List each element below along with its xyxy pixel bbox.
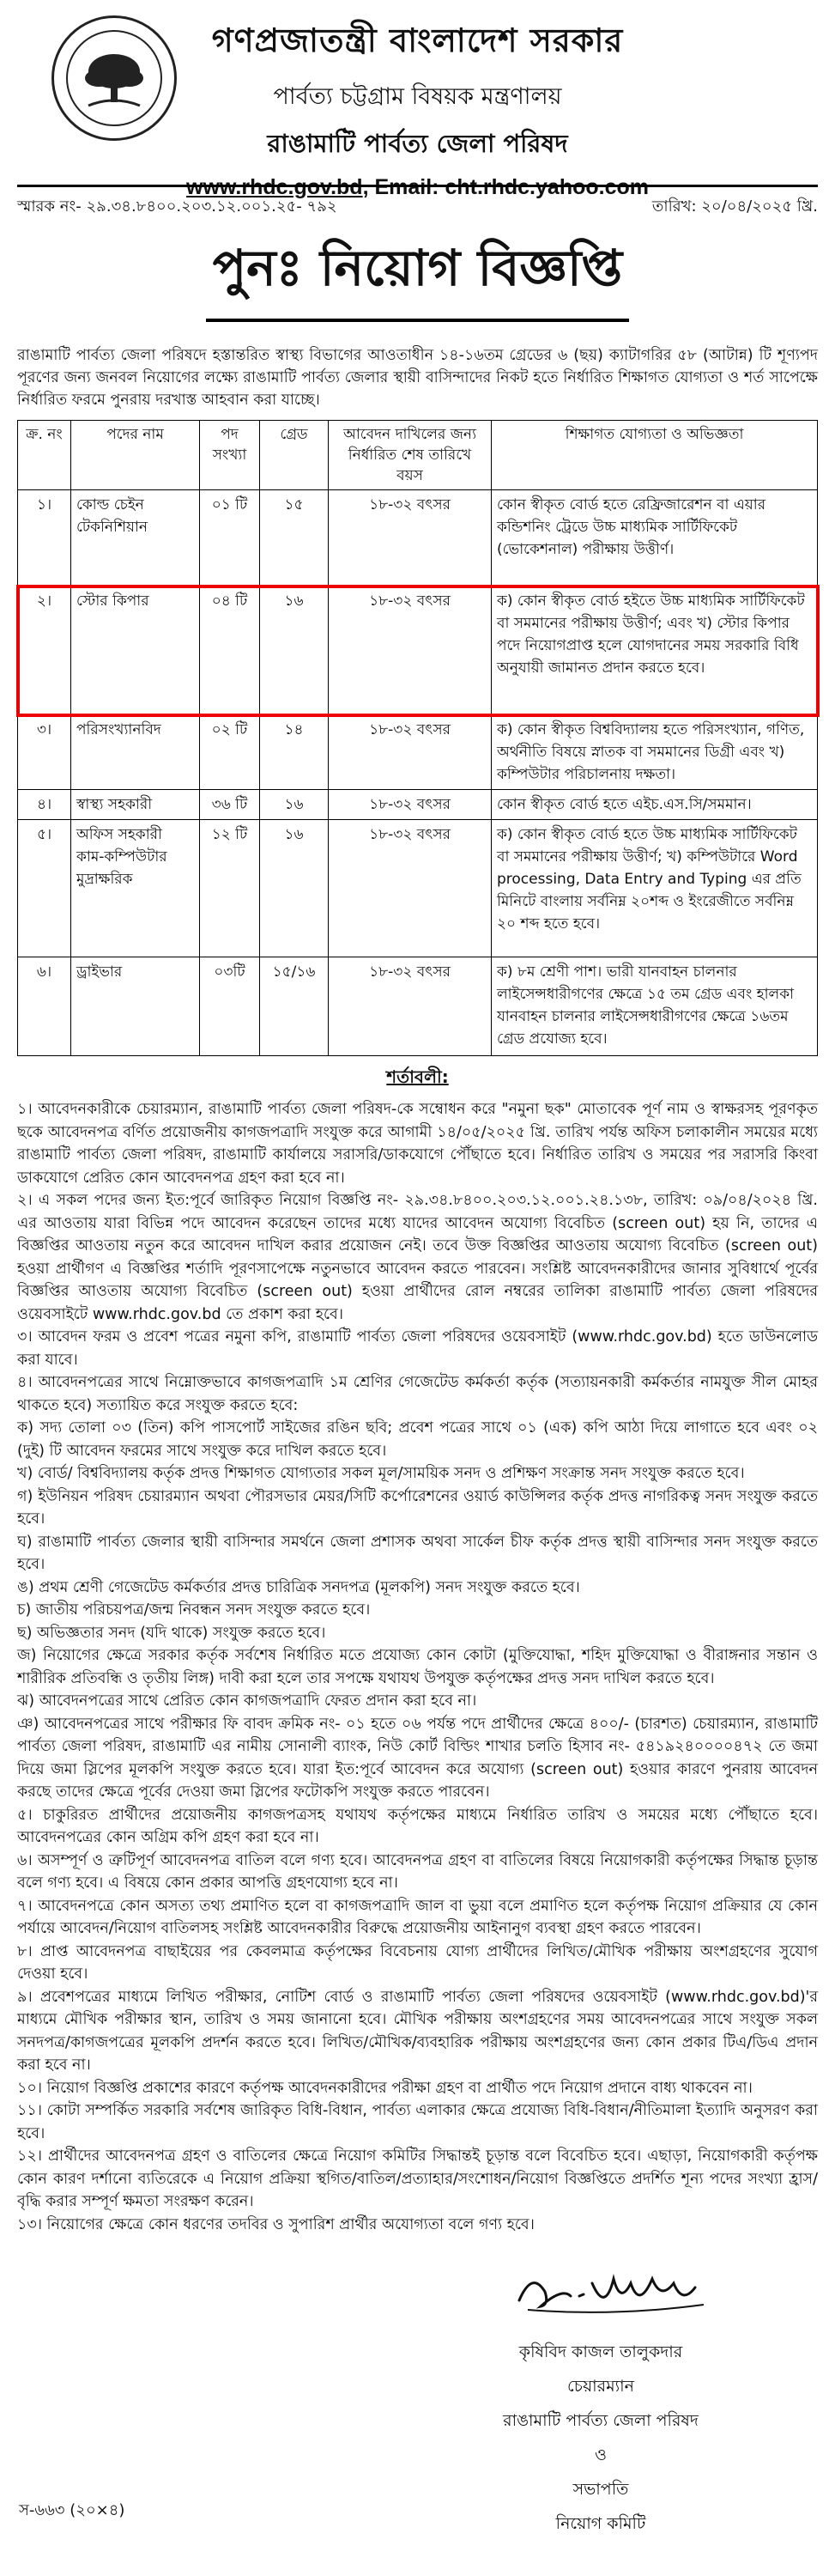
- term-item: চ) জাতীয় পরিচয়পত্র/জন্ম নিবন্ধন সনদ সংযুক্ত করতে হবে।: [17, 1601, 371, 1619]
- term-item: ১। আবেদনকারীকে চেয়ারম্যান, রাঙামাটি পার্বত্য জেলা পরিষদ-কে সম্বোধন করে "নমুনা ছক" মোতাবেক পূর্ণ নাম ও স্বাক্ষরসহ পূরণকৃত ছকে আবেদনপত্র বর্ণিত প্রয়োজনীয় কাগজপত্রাদি সংযুক্ত করে আগামী ১৪/০৫/২০২৫ খ্রি. তারিখ পর্যন্ত অফিস চলাকালীন সময়ের মধ্যে রাঙামাটি পার্বত্য জেলা পরিষদ, রাঙামাটি কার্যালয়ে সরাসরি/ডাকযোগে পৌঁছাতে হবে। নির্ধারিত তারিখ ও সময়ের পর সরাসরি কিংবা ডাকযোগে প্রেরিত কোন আবেদনপত্র গ্রহণ করা হবে না।: [17, 1101, 818, 1187]
- term-item: ৮। প্রাপ্ত আবেদনপত্র বাছাইয়ের পর কেবলমাত্র কর্তৃপক্ষের বিবেচনায় যোগ্য প্রার্থীদের লিখিত/মৌখিক পরীক্ষায় অংশগ্রহণের সুযোগ দেওয়া হবে।: [17, 1942, 818, 1983]
- term-item: ৭। আবেদনপত্রে কোন অসত্য তথ্য প্রমাণিত হলে বা কাগজপত্রাদি জাল বা ভুয়া বলে প্রমাণিত হলে কর্তৃপক্ষ নিয়োগ প্রক্রিয়ার যে কোন পর্যায়ে আবেদন/নিয়োগ বাতিলসহ সংশ্লিষ্ট আবেদনকারীর বিরুদ্ধে প্রয়োজনীয় আইনানুগ ব্যবস্থা গ্রহণ করতে পারবেন।: [17, 1897, 818, 1937]
- table-row: [18, 957, 818, 1056]
- cell-post: স্টোর কিপার: [71, 586, 200, 715]
- header-sl: ক্র. নং: [18, 421, 71, 490]
- signatory-committee: নিয়োগ কমিটি: [555, 2514, 646, 2533]
- cell-count: ০৩টি: [200, 957, 260, 1056]
- cell-grade: ১৫/১৬: [260, 957, 329, 1056]
- term-item: ১২। প্রার্থীদের আবেদনপত্র গ্রহণ ও বাতিলের ক্ষেত্রে নিয়োগ কমিটির সিদ্ধান্তই চূড়ান্ত বলে বিবেচিত হবে। এছাড়া, নিয়োগকারী কর্তৃপক্ষ কোন কারণ দর্শানো ব্যতিরেকে এ নিয়োগ প্রক্রিয়া স্থগিত/বাতিল/প্রত্যাহার/সংশোধন/নিয়োগ বিজ্ঞপ্তিতে প্রদর্শিত শূন্য পদের সংখ্যা হ্রাস/বৃদ্ধি করার সম্পূর্ণ ক্ষমতা সংরক্ষণ করেন।: [17, 2148, 818, 2210]
- cell-count: ৩৬ টি: [200, 790, 260, 820]
- signatory-block: [429, 2335, 772, 2541]
- government-title: গণপ্রজাতন্ত্রী বাংলাদেশ সরকার: [211, 21, 624, 59]
- cell-sl: ৩।: [18, 715, 71, 790]
- term-item: ৯। প্রবেশপত্রের মাধ্যমে লিখিত পরীক্ষার, নোটিশ বোর্ড ও রাঙামাটি পার্বত্য জেলা পরিষদের ওয়েবসাইট (www.rhdc.gov.bd)'র মাধ্যমে মৌখিক পরীক্ষার স্থান, তারিখ ও সময় জানানো হবে। মৌখিক পরীক্ষায় অংশগ্রহণের সময় আবেদনপত্রের সাথে সংযুক্ত সকল সনদপত্র/কাগজপত্রের মূলকপি প্রদর্শন করতে হবে। লিখিত/মৌখিক/ব্যবহারিক পরীক্ষায় অংশগ্রহণের জন্য কোন প্রকার টিএ/ডিএ প্রদান করা হবে না।: [17, 1988, 818, 2074]
- cell-post: কোল্ড চেইন টেকনিশিয়ান: [71, 490, 200, 586]
- cell-sl: ৬।: [18, 957, 71, 1056]
- term-item: ৩। আবেদন ফরম ও প্রবেশ পত্রের নমুনা কপি, রাঙামাটি পার্বত্য জেলা পরিষদের ওয়েবসাইট (www.rhdc.gov.bd) হতে ডাউনলোড করা যাবে।: [17, 1328, 818, 1369]
- letterhead: [17, 0, 818, 199]
- cell-count: ১২ টি: [200, 820, 260, 957]
- cell-grade: ১৫: [260, 490, 329, 586]
- cell-qualification: ক) কোন স্বীকৃত বোর্ড হইতে উচ্চ মাধ্যমিক সার্টিফিকেট বা সমমানের পরীক্ষায় উত্তীর্ণ; এবং খ) স্টোর কিপার পদে নিয়োগপ্রাপ্ত হলে যোগদানের সময় সরকারি বিধি অনুযায়ী জামানত প্রদান করতে হবে।: [492, 586, 818, 715]
- term-item: ৪। আবেদনপত্রের সাথে নিম্নোক্তভাবে কাগজপত্রাদি ১ম শ্রেণির গেজেটেড কর্মকর্তা কর্তৃক (সত্যায়নকারী কর্মকর্তার নামযুক্ত সীল মোহর থাকতে হবে) সত্যায়িত করে সংযুক্ত করতে হবে:: [17, 1374, 818, 1414]
- cell-qualification: ক) ৮ম শ্রেণী পাশ। ভারী যানবাহন চালনার লাইসেন্সধারীগণের ক্ষেত্রে ১৫ তম গ্রেড এবং হালকা যানবাহন চালনার লাইসেন্সধারীগণের ক্ষেত্রে ১৬তম গ্রেড প্রযোজ্য হবে।: [492, 957, 818, 1056]
- email-text: , Email: cht.rhdc.yahoo.com: [362, 175, 649, 199]
- footer-code: স-৬৬৩ (২০×৪): [19, 2501, 125, 2519]
- term-item: ছ) অভিজ্ঞতার সনদ (যদি থাকে) সংযুক্ত করতে হবে।: [17, 1624, 326, 1642]
- notice-title-wrap: [17, 230, 818, 322]
- cell-age: ১৮-৩২ বৎসর: [329, 586, 492, 715]
- cell-qualification: কোন স্বীকৃত বোর্ড হতে এইচ.এস.সি/সমমান।: [492, 790, 818, 820]
- cell-sl: ৪।: [18, 790, 71, 820]
- term-item: ক) সদ্য তোলা ০৩ (তিন) কপি পাসপোর্ট সাইজের রঙিন ছবি; প্রবেশ পত্রের সাথে ০১ (এক) কপি আঠা দিয়ে লাগাতে হবে এবং ০২ (দুই) টি আবেদন ফরমের সাথে সংযুক্ত করে দাখিল করতে হবে।: [17, 1419, 818, 1460]
- table-row: [18, 490, 818, 586]
- signatory-role: সভাপতি: [572, 2480, 629, 2499]
- signatory-org: রাঙামাটি পার্বত্য জেলা পরিষদ: [503, 2411, 699, 2430]
- cell-age: ১৮-৩২ বৎসর: [329, 715, 492, 790]
- table-row-highlighted: [18, 586, 818, 715]
- header-age: আবেদন দাখিলের জন্য নির্ধারিত শেষ তারিখে বয়স: [329, 421, 492, 490]
- header-count: পদ সংখ্যা: [200, 421, 260, 490]
- signatory-designation: চেয়ারম্যান: [566, 2377, 635, 2396]
- cell-post: ড্রাইভার: [71, 957, 200, 1056]
- terms-list: [17, 1098, 818, 2236]
- header-qualification: শিক্ষাগত যোগ্যতা ও অভিজ্ঞতা: [492, 421, 818, 490]
- term-item: ঝ) আবেদনপত্রের সাথে প্রেরিত কোন কাগজপত্রাদি ফেরত প্রদান করা হবে না।: [17, 1692, 477, 1710]
- cell-sl: ২।: [18, 586, 71, 715]
- term-item: ঘ) রাঙামাটি পার্বত্য জেলার স্থায়ী বাসিন্দার সমর্থনে জেলা প্রশাসক অথবা সার্কেল চীফ কর্তৃক প্রদত্ত স্থায়ী বাসিন্দার সনদ সংযুক্ত করতে হবে।: [17, 1533, 818, 1573]
- term-item: ২। এ সকল পদের জন্য ইত:পূর্বে জারিকৃত নিয়োগ বিজ্ঞপ্তি নং- ২৯.৩৪.৮৪০০.২০৩.১২.০০১.২৪.১৩৮, তারিখ: ০৯/০৪/২০২৪ খ্রি. এর আওতায় যারা বিভিন্ন পদে আবেদন করেছেন তাদের মধ্যে যাদের আবেদন অযোগ্য বিবেচিত (screen out) হয় নি, তাদের এ বিজ্ঞপ্তির আওতায় নতুন করে আবেদন দাখিল করার প্রয়োজন নেই। তবে উক্ত বিজ্ঞপ্তির আওতায় অযোগ্য বিবেচিত (screen out) হওয়া প্রার্থীগণ এ বিজ্ঞপ্তির শর্তাদি পূরণসাপেক্ষে নতুনভাবে আবেদন করতে পারবেন। সংশ্লিষ্ট আবেদনকারীদের জানার সুবিধার্থে পূর্বের বিজ্ঞপ্তির আওতায় অযোগ্য বিবেচিত (screen out) হওয়া প্রার্থীদের রোল নম্বরের তালিকা রাঙামাটি পার্বত্য জেলা পরিষদের ওয়েবসাইটে www.rhdc.gov.bd তে প্রকাশ করা হবে।: [17, 1192, 818, 1323]
- term-item: খ) বোর্ড/ বিশ্ববিদ্যালয় কর্তৃক প্রদত্ত শিক্ষাগত যোগ্যতার সকল মূল/সাময়িক সনদ ও প্রশিক্ষণ সংক্রান্ত সনদ সংযুক্ত করতে হবে।: [17, 1465, 745, 1482]
- cell-age: ১৮-৩২ বৎসর: [329, 820, 492, 957]
- cell-post: স্বাস্থ্য সহকারী: [71, 790, 200, 820]
- cell-grade: ১৪: [260, 715, 329, 790]
- memo-number: স্মারক নং- ২৯.৩৪.৮৪০০.২০৩.১২.০০১.২৫- ৭৯২: [17, 197, 337, 216]
- term-item: ৫। চাকুরিরত প্রার্থীদের প্রয়োজনীয় কাগজপত্রসহ যথাযথ কর্তৃপক্ষের মাধ্যমে নির্ধারিত তারিখ ও সময়ের মধ্যে পৌঁছাতে হবে। আবেদনপত্রের কোন অগ্রিম কপি গ্রহণ করা হবে না।: [17, 1806, 818, 1846]
- header-grade: গ্রেড: [260, 421, 329, 490]
- signatory-and: ও: [595, 2445, 607, 2464]
- tree-emblem-icon: [63, 27, 166, 130]
- cell-post: অফিস সহকারী কাম-কম্পিউটার মুদ্রাক্ষরিক: [71, 820, 200, 957]
- cell-count: ০১ টি: [200, 490, 260, 586]
- cell-qualification: ক) কোন স্বীকৃত বিশ্ববিদ্যালয় হতে পরিসংখ্যান, গণিত, অর্থনীতি বিষয়ে স্নাতক বা সমমানের ডিগ্রী এবং খ) কম্পিউটার পরিচালনায় দক্ষতা।: [492, 715, 818, 790]
- term-item: ৬। অসম্পূর্ণ ও ত্রুটিপূর্ণ আবেদনপত্র বাতিল বলে গণ্য হবে। আবেদনপত্র গ্রহণ বা বাতিলের বিষয়ে নিয়োগকারী কর্তৃপক্ষের সিদ্ধান্ত চূড়ান্ত বলে গণ্য হবে। এ বিষয়ে কোন প্রকার আপত্তি গ্রহণযোগ্য হবে না।: [17, 1851, 818, 1892]
- cell-post: পরিসংখ্যানবিদ: [71, 715, 200, 790]
- notice-title: পুনঃ নিয়োগ বিজ্ঞপ্তি: [206, 230, 629, 322]
- handwritten-signature: [511, 2253, 717, 2322]
- cell-age: ১৮-৩২ বৎসর: [329, 490, 492, 586]
- term-item: গ) ইউনিয়ন পরিষদ চেয়ারম্যান অথবা পৌরসভার মেয়র/সিটি কর্পোরেশনের ওয়ার্ড কাউন্সিলর কর্তৃক প্রদত্ত নাগরিকত্ব সনদ সংযুক্ত করতে হবে।: [17, 1487, 818, 1528]
- council-logo: [51, 15, 177, 141]
- cell-grade: ১৬: [260, 586, 329, 715]
- cell-grade: ১৬: [260, 820, 329, 957]
- intro-paragraph: রাঙামাটি পার্বত্য জেলা পরিষদে হস্তান্তরিত স্বাস্থ্য বিভাগের আওতাধীন ১৪-১৬তম গ্রেডের ৬ (ছয়) ক্যাটাগরির ৫৮ (আটান্ন) টি শূণ্যপদ পূরণের জন্য জনবল নিয়োগের লক্ষ্যে রাঙামাটি পার্বত্য জেলার স্থায়ী বাসিন্দাদের নিকট হতে নির্ধারিত শিক্ষাগত যোগ্যতা ও শর্ত সাপেক্ষে নির্ধারিত ফরমে পুনরায় দরখাস্ত আহবান করা যাচ্ছে।: [17, 347, 818, 409]
- cell-qualification: কোন স্বীকৃত বোর্ড হতে রেফ্রিজারেশন বা এয়ার কন্ডিশনিং ট্রেডে উচ্চ মাধ্যমিক সার্টিফিকেট (ভোকেশনাল) পরীক্ষায় উত্তীর্ণ।: [492, 490, 818, 586]
- table-header-row: [18, 421, 818, 490]
- table-row: [18, 715, 818, 790]
- table-row: [18, 790, 818, 820]
- header-post: পদের নাম: [71, 421, 200, 490]
- term-item: জ) নিয়োগের ক্ষেত্রে সরকার কর্তৃক সর্বশেষ নির্ধারিত মতে প্রযোজ্য কোন কোটা (মুক্তিযোদ্ধা, শহিদ মুক্তিযোদ্ধা ও বীরাঙ্গনার সন্তান ও শারীরিক প্রতিবন্ধি ও তৃতীয় লিঙ্গ) দাবী করা হলে তার সপক্ষে যথাযথ উপযুক্ত কর্তৃপক্ষের প্রদত্ত সনদ দাখিল করতে হবে।: [17, 1647, 818, 1687]
- terms-title: শর্তাবলী:: [386, 1066, 449, 1087]
- term-item: ১৩। নিয়োগের ক্ষেত্রে কোন ধরণের তদবির ও সুপারিশ প্রার্থীর অযোগ্যতা বলে গণ্য হবে।: [17, 2215, 535, 2233]
- cell-age: ১৮-৩২ বৎসর: [329, 957, 492, 1056]
- table-row: [18, 820, 818, 957]
- cell-sl: ৫।: [18, 820, 71, 957]
- cell-count: ০৪ টি: [200, 586, 260, 715]
- term-item: ঙ) প্রথম শ্রেণী গেজেটেড কর্মকর্তার প্রদত্ত চারিত্রিক সনদপত্র (মূলকপি) সনদ সংযুক্ত করতে হবে।: [17, 1578, 580, 1596]
- term-item: ১১। কোটা সম্পর্কিত সরকারি সর্বশেষ জারিকৃত বিধি-বিধান, পার্বত্য এলাকার ক্ষেত্রে প্রযোজ্য বিধি-বিধান/নীতিমালা ইত্যাদি অনুসরণ করা হবে।: [17, 2102, 818, 2142]
- term-item: ১০। নিয়োগ বিজ্ঞপ্তি প্রকাশের কারণে কর্তৃপক্ষ আবেদনকারীদের পরীক্ষা গ্রহণ বা প্রার্থীত পদে নিয়োগ প্রদানে বাধ্য থাকবেন না।: [17, 2079, 753, 2097]
- cell-qualification: ক) কোন স্বীকৃত বোর্ড হতে উচ্চ মাধ্যমিক সার্টিফিকেট বা সমমানের পরীক্ষায় উত্তীর্ণ; খ) কম্পিউটারে Word processing, Data Entry and Typing এর প্রতি মিনিটে বাংলায় সর্বনিম্ন ২০শব্দ ও ইংরেজীতে সর্বনিম্ন ২০ শব্দ হতে হবে।: [492, 820, 818, 957]
- signatory-name: কৃষিবিদ কাজল তালুকদার: [518, 2342, 683, 2361]
- cell-sl: ১।: [18, 490, 71, 586]
- term-item: ঞ) আবেদনপত্রের সাথে পরীক্ষার ফি বাবদ ক্রমিক নং- ০১ হতে ০৬ পর্যন্ত পদে প্রার্থীদের ক্ষেত্রে ৪০০/- (চারশত) চেয়ারম্যান, রাঙামাটি পার্বত্য জেলা পরিষদ, রাঙামাটি এর নামীয় সোনালী ব্যাংক, নিউ কোর্ট বিল্ডিং শাখার চলতি হিসাব নং- ৫৪১৯২৪০০০০৪৭২ তে জমা দিয়ে জমা স্লিপের মূলকপি সংযুক্ত করতে হবে। যারা ইত:পূর্বে আবেদন করে অযোগ্য (screen out) হওয়ার কারণে পুনরায় আবেদন করছে তাদের ক্ষেত্রে পূর্বের দেওয়া জমা স্লিপের ফটোকপি সংযুক্ত করতে পারবেন।: [17, 1715, 818, 1801]
- signature-area: [17, 2236, 818, 2533]
- council-title: রাঙামাটি পার্বত্য জেলা পরিষদ: [267, 129, 568, 158]
- website-link[interactable]: www.rhdc.gov.bd: [186, 175, 363, 199]
- posts-table: [17, 420, 818, 1056]
- cell-grade: ১৬: [260, 790, 329, 820]
- reference-line: [17, 185, 818, 222]
- cell-count: ০২ টি: [200, 715, 260, 790]
- memo-date: তারিখ: ২০/০৪/২০২৫ খ্রি.: [651, 197, 818, 216]
- ministry-title: পার্বত্য চট্টগ্রাম বিষয়ক মন্ত্রণালয়: [273, 83, 562, 110]
- cell-age: ১৮-৩২ বৎসর: [329, 790, 492, 820]
